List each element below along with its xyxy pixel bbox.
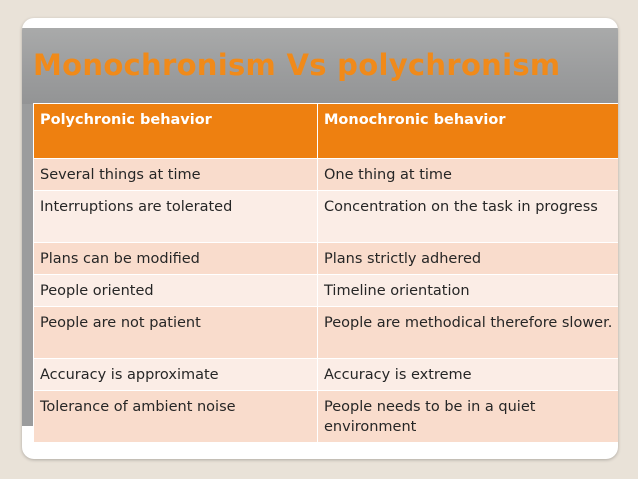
table-cell-monochronic: Accuracy is extreme [318, 359, 619, 391]
table-header-row [34, 104, 619, 159]
table-row [34, 391, 619, 443]
header-polychronic: Polychronic behavior [34, 104, 318, 159]
table-cell-monochronic: Plans strictly adhered [318, 243, 619, 275]
table-cell-monochronic: Timeline orientation [318, 275, 619, 307]
table-row [34, 359, 619, 391]
table-row [34, 275, 619, 307]
table-row [34, 243, 619, 275]
table-cell-polychronic: Accuracy is approximate [34, 359, 318, 391]
slide-title: Monochronism Vs polychronism [33, 48, 561, 82]
slide [22, 18, 618, 459]
table-cell-monochronic: One thing at time [318, 159, 619, 191]
table-cell-monochronic: People are methodical therefore slower. [318, 307, 619, 359]
table-cell-polychronic: Tolerance of ambient noise [34, 391, 318, 443]
comparison-table [33, 103, 618, 443]
title-band [22, 28, 618, 104]
table-row [34, 159, 619, 191]
table-cell-polychronic: Several things at time [34, 159, 318, 191]
table-row [34, 307, 619, 359]
table-cell-polychronic: People are not patient [34, 307, 318, 359]
table-cell-polychronic: Interruptions are tolerated [34, 191, 318, 243]
header-monochronic: Monochronic behavior [318, 104, 619, 159]
table-row [34, 191, 619, 243]
table-cell-monochronic: People needs to be in a quiet environment [318, 391, 619, 443]
table-cell-monochronic: Concentration on the task in progress [318, 191, 619, 243]
table-cell-polychronic: People oriented [34, 275, 318, 307]
table-cell-polychronic: Plans can be modified [34, 243, 318, 275]
